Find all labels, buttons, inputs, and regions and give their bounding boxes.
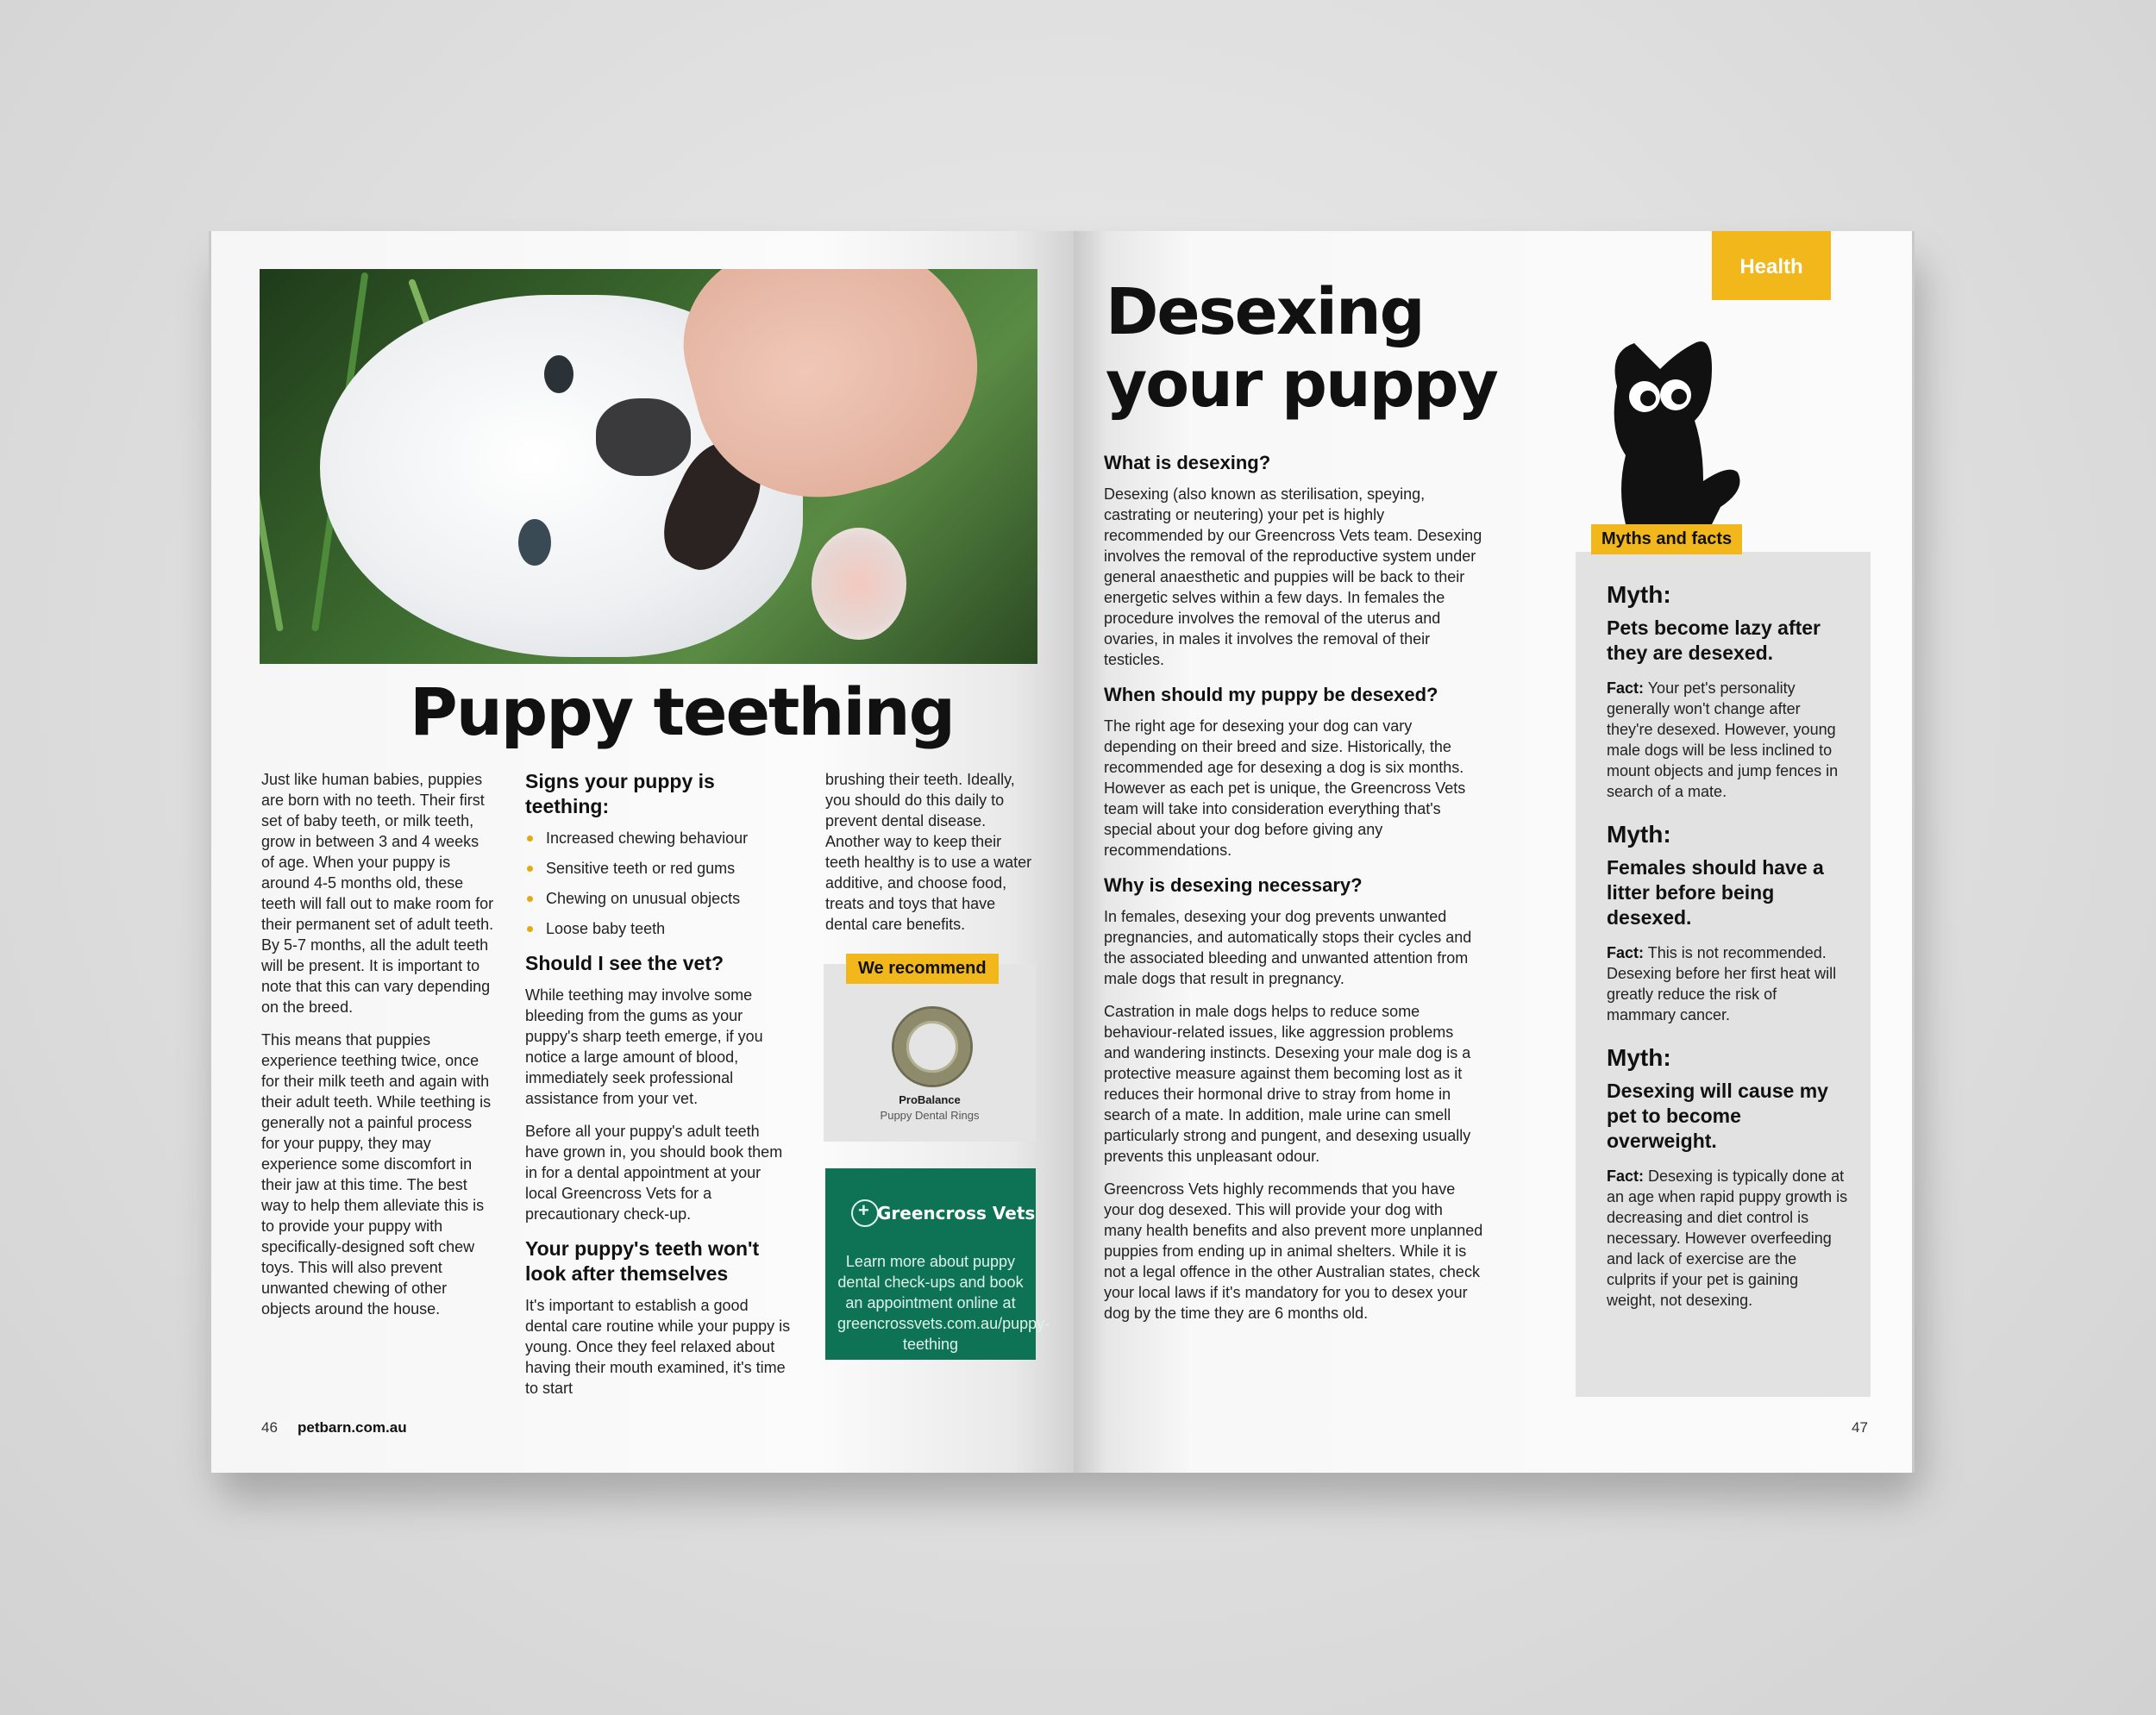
greencross-ad[interactable] bbox=[825, 1168, 1050, 1360]
vet-paragraph-1: While teething may involve some bleeding from the gums as your puppy's sharp teeth emerge, if you notice a large amount of blood, immediately seek professional assistance from your vet. bbox=[525, 986, 763, 1107]
recommend-box bbox=[824, 959, 1036, 1142]
question-heading: What is desexing? bbox=[1104, 452, 1271, 473]
recommend-tag: We recommend bbox=[846, 954, 999, 984]
fact-text bbox=[1607, 942, 1848, 1025]
question-heading: When should my puppy be desexed? bbox=[1104, 684, 1438, 705]
vet-heading: Should I see the vet? bbox=[525, 952, 724, 974]
page-title: Puppy teething bbox=[410, 673, 955, 750]
intro-paragraph-2: This means that puppies experience teething twice, once for their milk teeth and again with their adult teeth. While teething is generally not a painful process for your puppy, they may experience some discomfort in their jaw at this time. The best way to help them alleviate this is to provide your puppy with specifically-designed soft chew toys. This will also prevent unwanted chewing of other objects around the house. bbox=[261, 1031, 492, 1318]
greencross-cross-icon bbox=[851, 1199, 879, 1227]
fact-label: Fact: bbox=[1607, 944, 1645, 961]
product-subtitle: Puppy Dental Rings bbox=[880, 1109, 980, 1122]
myth-label: Myth: bbox=[1607, 1044, 1671, 1071]
list-item: Loose baby teeth bbox=[525, 918, 794, 939]
list-item: Increased chewing behaviour bbox=[525, 828, 794, 848]
teeth-paragraph: It's important to establish a good dental care routine while your puppy is young. Once they feel relaxed about having their mouth examined, it's time to start bbox=[525, 1297, 791, 1397]
fact-label: Fact: bbox=[1607, 1167, 1645, 1185]
site-url: petbarn.com.au bbox=[298, 1419, 407, 1436]
fact-label: Fact: bbox=[1607, 679, 1645, 697]
signs-list bbox=[525, 828, 794, 939]
myth-statement: Desexing will cause my pet to become overweight. bbox=[1607, 1080, 1828, 1152]
list-item: Chewing on unusual objects bbox=[525, 888, 794, 909]
answer-paragraph: Castration in male dogs helps to reduce some behaviour-related issues, like aggression problems and wandering instincts. Desexing your male dog is a protective measure against them becoming lost as it reduces their hormonal drive to stray from home in search of a mate. In addition, male urine can smell particularly strong and pungent, and desexing usually prevents this unpleasant odour. bbox=[1104, 1003, 1471, 1165]
greencross-name: Greencross Vets bbox=[877, 1203, 1036, 1224]
greencross-text: Learn more about puppy dental check-ups and book an appointment online at greencrossvets.com.au/puppy-teething bbox=[837, 1253, 1050, 1353]
column-2 bbox=[525, 769, 794, 1411]
puppy-paw bbox=[812, 528, 906, 640]
right-page bbox=[1074, 231, 1912, 1473]
myth-statement: Pets become lazy after they are desexed. bbox=[1607, 617, 1821, 664]
myth-label: Myth: bbox=[1607, 821, 1671, 848]
dental-ring-icon bbox=[894, 1009, 970, 1085]
fact-body: Desexing is typically done at an age when rapid puppy growth is decreasing and diet control is necessary. However overfeeding and lack of exercise are the culprits if your pet is gaining weight, not desexing. bbox=[1607, 1167, 1848, 1309]
myth-statement: Females should have a litter before being desexed. bbox=[1607, 856, 1824, 929]
page-title bbox=[1106, 276, 1497, 421]
answer-paragraph: In females, desexing your dog prevents unwanted pregnancies, and automatically stops their cycles and the associated bleeding and unwanted attention from male dogs that result in pregnancy. bbox=[1104, 908, 1472, 987]
brushing-paragraph: brushing their teeth. Ideally, you should do this daily to prevent dental disease. Another way to keep their teeth healthy is to use a water additive, and choose food, treats and toys that have dental care benefits. bbox=[825, 771, 1032, 933]
cartoon-dog-icon bbox=[1591, 335, 1755, 541]
puppy-eye bbox=[518, 519, 551, 566]
signs-heading: Signs your puppy is teething: bbox=[525, 770, 715, 817]
myth-label: Myth: bbox=[1607, 581, 1671, 608]
fact-text bbox=[1607, 1166, 1848, 1311]
title-line-2: your puppy bbox=[1106, 347, 1497, 422]
column-1 bbox=[261, 769, 494, 1331]
page-number: 47 bbox=[1852, 1419, 1868, 1436]
puppy-photo bbox=[260, 269, 1037, 664]
answer-paragraph: Greencross Vets highly recommends that you have your dog desexed. This will provide your dog with many health benefits and also prevent more unplanned puppies from ending up in animal shelters. While it is not a legal offence in the other Australian states, check your local laws if it's mandatory for you to desex your dog by the time they are 6 months old. bbox=[1104, 1180, 1483, 1322]
teeth-heading: Your puppy's teeth won't look after themselves bbox=[525, 1237, 760, 1285]
product-name: ProBalance bbox=[899, 1093, 961, 1106]
left-page bbox=[211, 231, 1082, 1473]
column-3 bbox=[825, 769, 1039, 947]
page-number: 46 bbox=[261, 1419, 278, 1436]
question-heading: Why is desexing necessary? bbox=[1104, 874, 1363, 896]
answer-paragraph: Desexing (also known as sterilisation, speying, castrating or neutering) your pet is highly recommended by our Greencross Vets team. Desexing involves the removal of the reproductive system under general anaesthetic and puppies will be back to their energetic selves within a few days. In females the procedure involves the removal of the uterus and ovaries, in males it involves the removal of their testicles. bbox=[1104, 485, 1482, 668]
fact-body: This is not recommended. Desexing before her first heat will greatly reduce the risk of mammary cancer. bbox=[1607, 944, 1837, 1023]
grass-blade bbox=[260, 308, 284, 632]
vet-paragraph-2: Before all your puppy's adult teeth have grown in, you should book them in for a dental appointment at your local Greencross Vets for a precautionary check-up. bbox=[525, 1123, 783, 1223]
fact-text bbox=[1607, 678, 1848, 802]
puppy-eye bbox=[544, 355, 573, 393]
puppy-nose bbox=[596, 398, 691, 476]
list-item: Sensitive teeth or red gums bbox=[525, 858, 794, 879]
intro-paragraph-1: Just like human babies, puppies are born with no teeth. Their first set of baby teeth, or milk teeth, grow in between 3 and 4 weeks of age. When your puppy is around 4-5 months old, these teeth will fall out to make room for their permanent set of adult teeth. By 5-7 months, all the adult teeth will be present. It is important to note that this can vary depending on the breed. bbox=[261, 771, 494, 1016]
article-column bbox=[1104, 450, 1483, 1336]
section-tag: Health bbox=[1712, 231, 1831, 300]
title-line-1: Desexing bbox=[1106, 275, 1424, 349]
myths-list bbox=[1607, 581, 1848, 1333]
myths-tag: Myths and facts bbox=[1591, 524, 1742, 554]
fact-body: Your pet's personality generally won't change after they're desexed. However, young male dogs will be less inclined to mount objects and jump fences in search of a mate. bbox=[1607, 679, 1839, 800]
answer-paragraph: The right age for desexing your dog can vary depending on their breed and size. Historically, the recommended age for desexing a dog is six months. However as each pet is unique, the Greencross Vets team will take into consideration everything that's special about your dog before giving any recommendations. bbox=[1104, 717, 1466, 859]
